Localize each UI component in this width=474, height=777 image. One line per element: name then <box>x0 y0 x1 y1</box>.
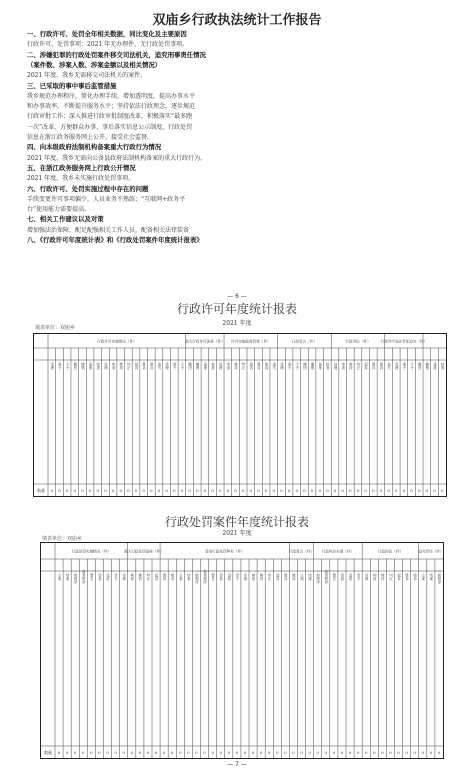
cell-value: 0 <box>218 487 222 493</box>
cell-value: 0 <box>249 487 253 493</box>
cell-value: 0 <box>130 749 134 755</box>
cell-value: 0 <box>257 487 260 493</box>
column-subheader: 责令 <box>234 573 239 581</box>
column-subheader: 罚款 <box>218 573 223 581</box>
section-text-line: 行政许可、处罚事项：2021 年无办理件，无行政处罚事项。 <box>27 41 189 49</box>
cell-value: 0 <box>267 749 271 755</box>
cell-value: 0 <box>295 487 299 493</box>
table1-sheet <box>33 333 447 497</box>
section-subheading: （案件数、涉案人数、涉案金额以及相关情况） <box>27 60 162 69</box>
column-subheader: 胜诉 <box>162 573 167 581</box>
column-subheader: 撤回 <box>72 362 77 370</box>
cell-value: 0 <box>417 487 421 493</box>
column-subheader: 结案 <box>428 573 433 581</box>
section-text-line: 2021 年度，我乡无需移交司法机关的案件。 <box>27 72 147 80</box>
column-subheader: 纠正 <box>355 362 360 370</box>
group-header: 许可实施监督管理（件） <box>231 339 271 344</box>
column-subheader: 结案 <box>307 573 312 581</box>
cell-value: 0 <box>134 487 138 493</box>
cell-value: 0 <box>150 487 153 493</box>
column-subheader: 维持 <box>137 573 142 581</box>
column-subheader: 备案 <box>432 362 437 370</box>
section-text-line: 台”使用能力需要提高。 <box>27 206 91 214</box>
cell-value: 0 <box>332 749 336 755</box>
column-subheader: 立案 <box>420 573 425 581</box>
column-subheader: 起诉 <box>275 573 280 581</box>
column-subheader: 维持 <box>259 573 264 581</box>
column-subheader: 检查 <box>210 362 215 370</box>
column-subheader: 起诉 <box>134 362 139 370</box>
column-subheader: 结案 <box>186 573 191 581</box>
column-subheader: 拘留 <box>372 573 377 581</box>
table1-unit: 填表单位：双庙乡 <box>35 325 76 331</box>
column-subheader: 胜诉 <box>256 362 261 370</box>
cell-value: 0 <box>173 487 176 493</box>
column-subheader: 没收 <box>226 573 231 581</box>
cell-value: 0 <box>127 487 130 493</box>
column-subheader: 立案 <box>57 573 62 581</box>
cell-value: 0 <box>421 749 425 755</box>
cell-value: 0 <box>251 749 255 755</box>
cell-value: 0 <box>276 749 279 755</box>
column-subheader: 警告 <box>210 573 215 581</box>
section-text-line: 2021 年度，我乡未实施行政处罚事项。 <box>27 175 135 183</box>
cell-value: 0 <box>264 487 268 493</box>
section-heading: 八、《行政许可年度统计表》和《行政处罚案件年度统计报表》 <box>27 236 203 244</box>
column-subheader: 检查 <box>325 362 330 370</box>
column-subheader: 胜诉 <box>141 362 146 370</box>
cell-value: 0 <box>394 487 398 493</box>
cell-value: 0 <box>50 487 54 493</box>
cell-value: 0 <box>324 749 328 755</box>
cell-value: 0 <box>122 749 125 755</box>
column-subheader: 不予 <box>179 362 184 370</box>
section-text-line: 行政审批工作；深入推进行政审批制度改革，积极落实“最多跑 <box>27 113 193 121</box>
column-subheader: 纠正 <box>241 362 246 370</box>
table2-year: 2021 年度 <box>222 530 252 537</box>
column-subheader: 检查 <box>440 362 445 370</box>
section-text-line: 一次”改革，方便群众办事，事后落实信息公示制度，行政处罚 <box>27 123 193 131</box>
table1-year: 2021 年度 <box>222 320 252 327</box>
column-subheader: 受理 <box>279 362 284 370</box>
column-subheader: 立案 <box>178 573 183 581</box>
column-subheader: 责令 <box>113 573 118 581</box>
column-subheader: 不予 <box>294 362 299 370</box>
column-subheader: 起诉 <box>248 362 253 370</box>
cell-value: 0 <box>259 749 263 755</box>
column-subheader: 一般程序 <box>194 570 199 584</box>
cell-value: 0 <box>195 749 198 755</box>
column-subheader: 罚款 <box>339 573 344 581</box>
cell-value: 0 <box>58 487 61 493</box>
cell-value: 0 <box>310 487 314 493</box>
report-title: 双庙乡行政执法统计工作报告 <box>152 13 322 28</box>
column-subheader: 一般程序 <box>73 570 78 584</box>
column-subheader: 没收 <box>348 573 353 581</box>
cell-value: 0 <box>142 487 145 493</box>
section-text-line: 和办事效率，不断提升服务水平；坚持依法行政理念，逐步规范 <box>27 103 196 111</box>
column-subheader: 简易程序 <box>81 570 86 584</box>
table2-grid <box>41 543 443 758</box>
table1-title: 行政许可年度统计报表 <box>176 302 297 316</box>
row-label: 数量 <box>37 488 45 493</box>
column-subheader: 拘留 <box>129 573 134 581</box>
column-subheader: 罚款 <box>97 573 102 581</box>
column-subheader: 一般程序 <box>315 570 320 584</box>
group-header: 行政处罚实施情况（件） <box>71 549 112 554</box>
section-text-line: 我乡规范办理程序，简化办理手续，增加透明度，提高办事水平 <box>27 92 196 100</box>
cell-value: 0 <box>82 749 85 755</box>
cell-value: 0 <box>165 487 168 493</box>
column-subheader: 吊销 <box>242 573 247 581</box>
column-subheader: 结案 <box>65 573 70 581</box>
cell-value: 0 <box>372 487 375 493</box>
column-subheader: 败诉 <box>170 573 175 581</box>
column-subheader: 警告 <box>89 573 94 581</box>
column-subheader: 撤销 <box>80 362 85 370</box>
column-subheader: 维持 <box>380 573 385 581</box>
cell-value: 0 <box>429 749 433 755</box>
cell-value: 0 <box>356 749 360 755</box>
cell-value: 0 <box>340 749 344 755</box>
cell-value: 0 <box>303 487 306 493</box>
column-subheader: 准予 <box>287 362 292 370</box>
cell-value: 0 <box>90 749 93 755</box>
cell-value: 0 <box>272 487 276 493</box>
cell-value: 0 <box>387 487 390 493</box>
cell-value: 0 <box>389 749 392 755</box>
table2-sheet <box>40 542 444 759</box>
cell-value: 0 <box>333 487 337 493</box>
cell-value: 0 <box>356 487 360 493</box>
section-text-line: 手续变更许可事项偏少，人员业务不熟练；“互联网+政务平 <box>27 195 186 203</box>
column-subheader: 胜诉 <box>404 573 409 581</box>
column-subheader: 纠正 <box>145 573 150 581</box>
section-heading: 三、已采取的事中事后监管措施 <box>27 81 117 90</box>
cell-value: 0 <box>73 749 77 755</box>
column-subheader: 吊销 <box>364 573 369 581</box>
cell-value: 0 <box>146 749 150 755</box>
column-subheader: 受理 <box>394 362 399 370</box>
section-heading: 六、行政许可、处罚实施过程中存在的问题 <box>27 184 149 193</box>
column-subheader: 败诉 <box>264 362 269 370</box>
column-subheader: 一般程序 <box>436 570 441 584</box>
cell-value: 0 <box>440 487 444 493</box>
cell-value: 0 <box>280 487 283 493</box>
column-subheader: 处理 <box>103 362 108 370</box>
cell-value: 0 <box>98 749 101 755</box>
column-subheader: 准予 <box>57 362 62 370</box>
cell-value: 0 <box>326 487 329 493</box>
section-heading: 七、相关工作建议以及对策 <box>27 215 104 224</box>
column-subheader: 警告 <box>331 573 336 581</box>
column-subheader: 维持 <box>233 362 238 370</box>
column-subheader: 备案 <box>202 362 207 370</box>
cell-value: 0 <box>195 487 199 493</box>
column-subheader: 备案 <box>317 362 322 370</box>
column-subheader: 处理 <box>333 362 338 370</box>
cell-value: 0 <box>119 487 122 493</box>
column-subheader: 受理 <box>49 362 54 370</box>
column-subheader: 吊销 <box>121 573 126 581</box>
cell-value: 0 <box>292 749 295 755</box>
column-subheader: 责令 <box>356 573 361 581</box>
column-subheader: 纠正 <box>126 362 131 370</box>
column-subheader: 准予 <box>401 362 406 370</box>
table2-title: 行政处罚案件年度统计报表 <box>164 515 309 529</box>
column-subheader: 申请 <box>111 362 116 370</box>
cell-value: 0 <box>88 487 92 493</box>
cell-value: 0 <box>188 487 191 493</box>
section-heading: 二、涉嫌犯罪的行政处罚案件移交司法机关，追究刑事责任情况 <box>27 50 206 59</box>
column-subheader: 撤回 <box>417 362 422 370</box>
cell-value: 0 <box>65 487 69 493</box>
cell-value: 0 <box>57 749 61 755</box>
cell-value: 0 <box>364 749 368 755</box>
cell-value: 0 <box>180 487 184 493</box>
group-header: 行政许可实施情况（件） <box>97 339 137 344</box>
cell-value: 0 <box>381 749 384 755</box>
column-subheader: 胜诉 <box>283 573 288 581</box>
cell-value: 0 <box>203 749 206 755</box>
column-subheader: 纠正 <box>267 573 272 581</box>
group-header: 行政执法办理（件） <box>321 549 355 554</box>
section-text-line: 增加强法治保障，配足配强相关工作人员，配备相关法律装备 <box>27 226 190 234</box>
section-heading: 四、向本级政府法制机构备案重大行政行为情况 <box>27 143 162 152</box>
column-subheader: 拘留 <box>251 573 256 581</box>
column-subheader: 检查 <box>95 362 100 370</box>
cell-value: 0 <box>349 487 352 493</box>
page-number-bottom: — 7 — <box>227 761 247 768</box>
cell-value: 0 <box>433 487 436 493</box>
column-subheader: 胜诉 <box>371 362 376 370</box>
group-header: 行政诉讼（件） <box>377 549 404 554</box>
page-number-top: — 6 — <box>227 293 247 300</box>
group-header: 追究责任（件） <box>418 549 443 554</box>
cell-value: 0 <box>106 749 109 755</box>
section-heading: 一、行政许可、处罚全年相关数据，同比变化及主要原因 <box>27 30 187 38</box>
column-subheader: 备案 <box>88 362 93 370</box>
cell-value: 0 <box>341 487 344 493</box>
cell-value: 0 <box>114 749 117 755</box>
cell-value: 0 <box>284 749 287 755</box>
group-header: 重大行政处罚备案（件） <box>124 549 164 554</box>
column-subheader: 维持 <box>118 362 123 370</box>
group-header: 行政许可违法责任追究（件） <box>380 339 428 344</box>
cell-value: 0 <box>187 749 190 755</box>
cell-value: 0 <box>364 487 367 493</box>
cell-value: 0 <box>203 487 207 493</box>
column-subheader: 准予 <box>172 362 177 370</box>
cell-value: 0 <box>413 749 416 755</box>
cell-value: 0 <box>241 487 245 493</box>
cell-value: 0 <box>179 749 182 755</box>
row-label: 数量 <box>44 750 52 755</box>
column-subheader: 起诉 <box>396 573 401 581</box>
column-subheader: 简易程序 <box>202 570 207 584</box>
cell-value: 0 <box>437 749 441 755</box>
group-header: 重大行政许可备案（件） <box>185 339 225 344</box>
column-subheader: 处理 <box>218 362 223 370</box>
column-subheader: 受理 <box>164 362 169 370</box>
column-subheader: 撤回 <box>302 362 307 370</box>
cell-value: 0 <box>162 749 166 755</box>
cell-value: 0 <box>154 749 158 755</box>
column-subheader: 败诉 <box>291 573 296 581</box>
cell-value: 0 <box>316 749 319 755</box>
column-subheader: 简易程序 <box>323 570 328 584</box>
cell-value: 0 <box>405 749 408 755</box>
column-subheader: 败诉 <box>412 573 417 581</box>
cell-value: 0 <box>104 487 107 493</box>
column-subheader: 起诉 <box>154 573 159 581</box>
cell-value: 0 <box>234 487 237 493</box>
column-subheader: 追究 <box>271 362 276 370</box>
cell-value: 0 <box>373 749 376 755</box>
cell-value: 0 <box>226 487 230 493</box>
cell-value: 0 <box>65 749 69 755</box>
cell-value: 0 <box>96 487 100 493</box>
cell-value: 0 <box>157 487 161 493</box>
cell-value: 0 <box>287 487 291 493</box>
column-subheader: 维持 <box>348 362 353 370</box>
column-subheader: 立案 <box>299 573 304 581</box>
section-text-line: 信息在浙江政务服务网上公开，接受社会监督。 <box>27 134 154 141</box>
column-subheader: 申请 <box>225 362 230 370</box>
cell-value: 0 <box>425 487 429 493</box>
cell-value: 0 <box>348 749 352 755</box>
cell-value: 0 <box>219 749 222 755</box>
cell-value: 0 <box>308 749 311 755</box>
column-subheader: 追究 <box>386 362 391 370</box>
cell-value: 0 <box>138 749 142 755</box>
column-subheader: 不予 <box>65 362 70 370</box>
column-subheader: 纠正 <box>388 573 393 581</box>
column-subheader: 申请 <box>340 362 345 370</box>
column-subheader: 起诉 <box>363 362 368 370</box>
column-subheader: 撤销 <box>195 362 200 370</box>
column-subheader: 撤销 <box>310 362 315 370</box>
cell-value: 0 <box>111 487 115 493</box>
cell-value: 0 <box>318 487 321 493</box>
cell-value: 0 <box>402 487 406 493</box>
group-header: 行政复议（件） <box>291 339 317 344</box>
column-subheader: 撤回 <box>187 362 192 370</box>
column-subheader: 追究 <box>156 362 161 370</box>
cell-value: 0 <box>397 749 400 755</box>
column-subheader: 没收 <box>105 573 110 581</box>
cell-value: 0 <box>235 749 239 755</box>
column-subheader: 败诉 <box>378 362 383 370</box>
cell-value: 0 <box>81 487 84 493</box>
cell-value: 0 <box>211 487 214 493</box>
column-subheader: 不予 <box>409 362 414 370</box>
section-text-line: 2021 年度，我乡无需向公备县政府法制机构备案的重大行政行为。 <box>27 154 207 162</box>
column-subheader: 败诉 <box>149 362 154 370</box>
cell-value: 0 <box>227 749 231 755</box>
cell-value: 0 <box>243 749 247 755</box>
group-header: 行政诉讼（件） <box>345 339 371 344</box>
cell-value: 0 <box>211 749 214 755</box>
cell-value: 0 <box>410 487 413 493</box>
cell-value: 0 <box>73 487 77 493</box>
table2-unit: 填表单位：双庙乡 <box>42 536 83 542</box>
table1-grid <box>34 334 446 496</box>
group-header: 行政复议（件） <box>288 549 315 554</box>
cell-value: 0 <box>379 487 383 493</box>
group-header: 适用行政处罚种类（件） <box>204 549 245 554</box>
cell-value: 0 <box>170 749 174 755</box>
column-subheader: 撤销 <box>424 362 429 370</box>
section-heading: 五、在浙江政务服务网上行政公开情况 <box>27 163 136 172</box>
cell-value: 0 <box>300 749 303 755</box>
